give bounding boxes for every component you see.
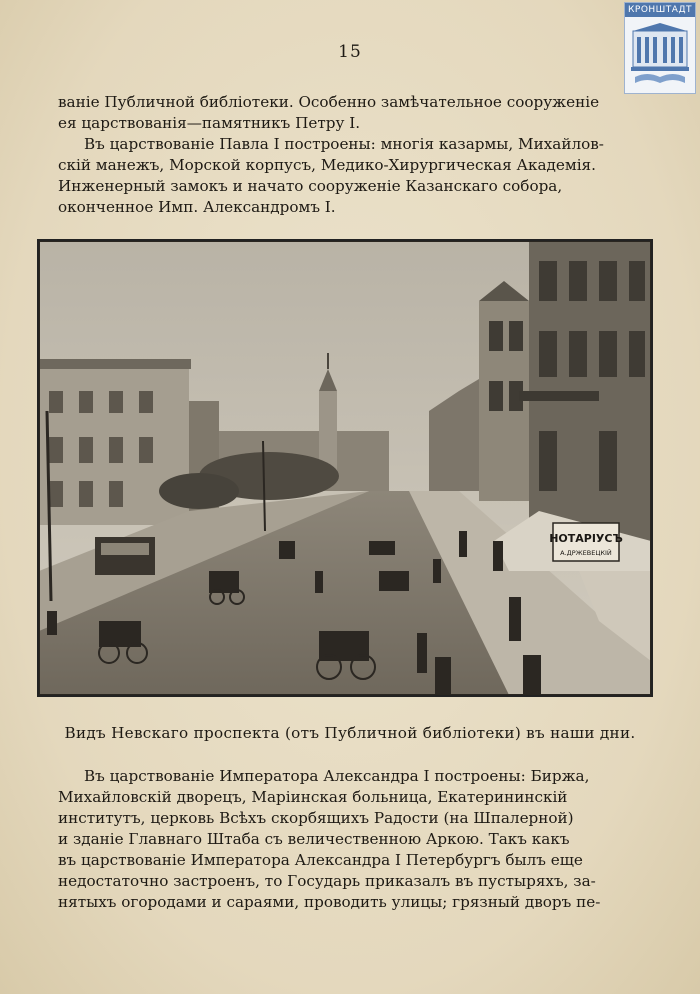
text-line: и зданіе Главнаго Штаба съ величественною Аркою. Такъ какъ	[58, 830, 570, 848]
text-line: Въ царствованіе Павла I построены: многія казармы, Михайлов-	[84, 135, 604, 153]
text-line: Инженерный замокъ и начато сооруженіе Казанскаго собора,	[58, 177, 563, 195]
text-line: Михайловскій дворецъ, Маріинская больница, Екатерининскій	[58, 788, 568, 806]
page-number: 15	[338, 42, 362, 62]
text-line: скій манежъ, Морской корпусъ, Медико-Хирургическая Академія.	[58, 156, 596, 174]
stamp-label: КРОНШТАДТ	[625, 3, 695, 17]
bottom-text-block	[58, 766, 632, 913]
photo-caption: Видъ Невскаго проспекта (отъ Публичной библіотеки) въ наши дни.	[64, 724, 636, 742]
text-line: ея царствованія—памятникъ Петру I.	[58, 114, 361, 132]
text-line: недостаточно застроенъ, то Государь приказалъ въ пустыряхъ, за-	[58, 872, 596, 890]
paragraph-continuation	[58, 92, 632, 134]
text-line: въ царствованіе Императора Александра I Петербургъ былъ еще	[58, 851, 583, 869]
text-line: оконченное Имп. Александромъ I.	[58, 198, 336, 216]
photo-sign-name: А.ДРЖЕВЕЦКІЙ	[560, 549, 612, 557]
text-line: нятыхъ огородами и сараями, проводить улицы; грязный дворъ пе-	[58, 893, 601, 911]
nevsky-prospect-photo	[37, 239, 653, 697]
text-line: ваніе Публичной библіотеки. Особенно замѣчательное сооруженіе	[58, 93, 600, 111]
paragraph-alexander-i	[58, 766, 632, 913]
paragraph-paul-i	[58, 134, 632, 218]
text-line: Въ царствованіе Императора Александра I построены: Биржа,	[84, 767, 590, 785]
photo-sign-notary: НОТАРІУСЪ	[549, 532, 623, 545]
top-text-block	[58, 92, 632, 218]
text-line: институтъ, церковь Всѣхъ скорбящихъ Радости (на Шпалерной)	[58, 809, 574, 827]
